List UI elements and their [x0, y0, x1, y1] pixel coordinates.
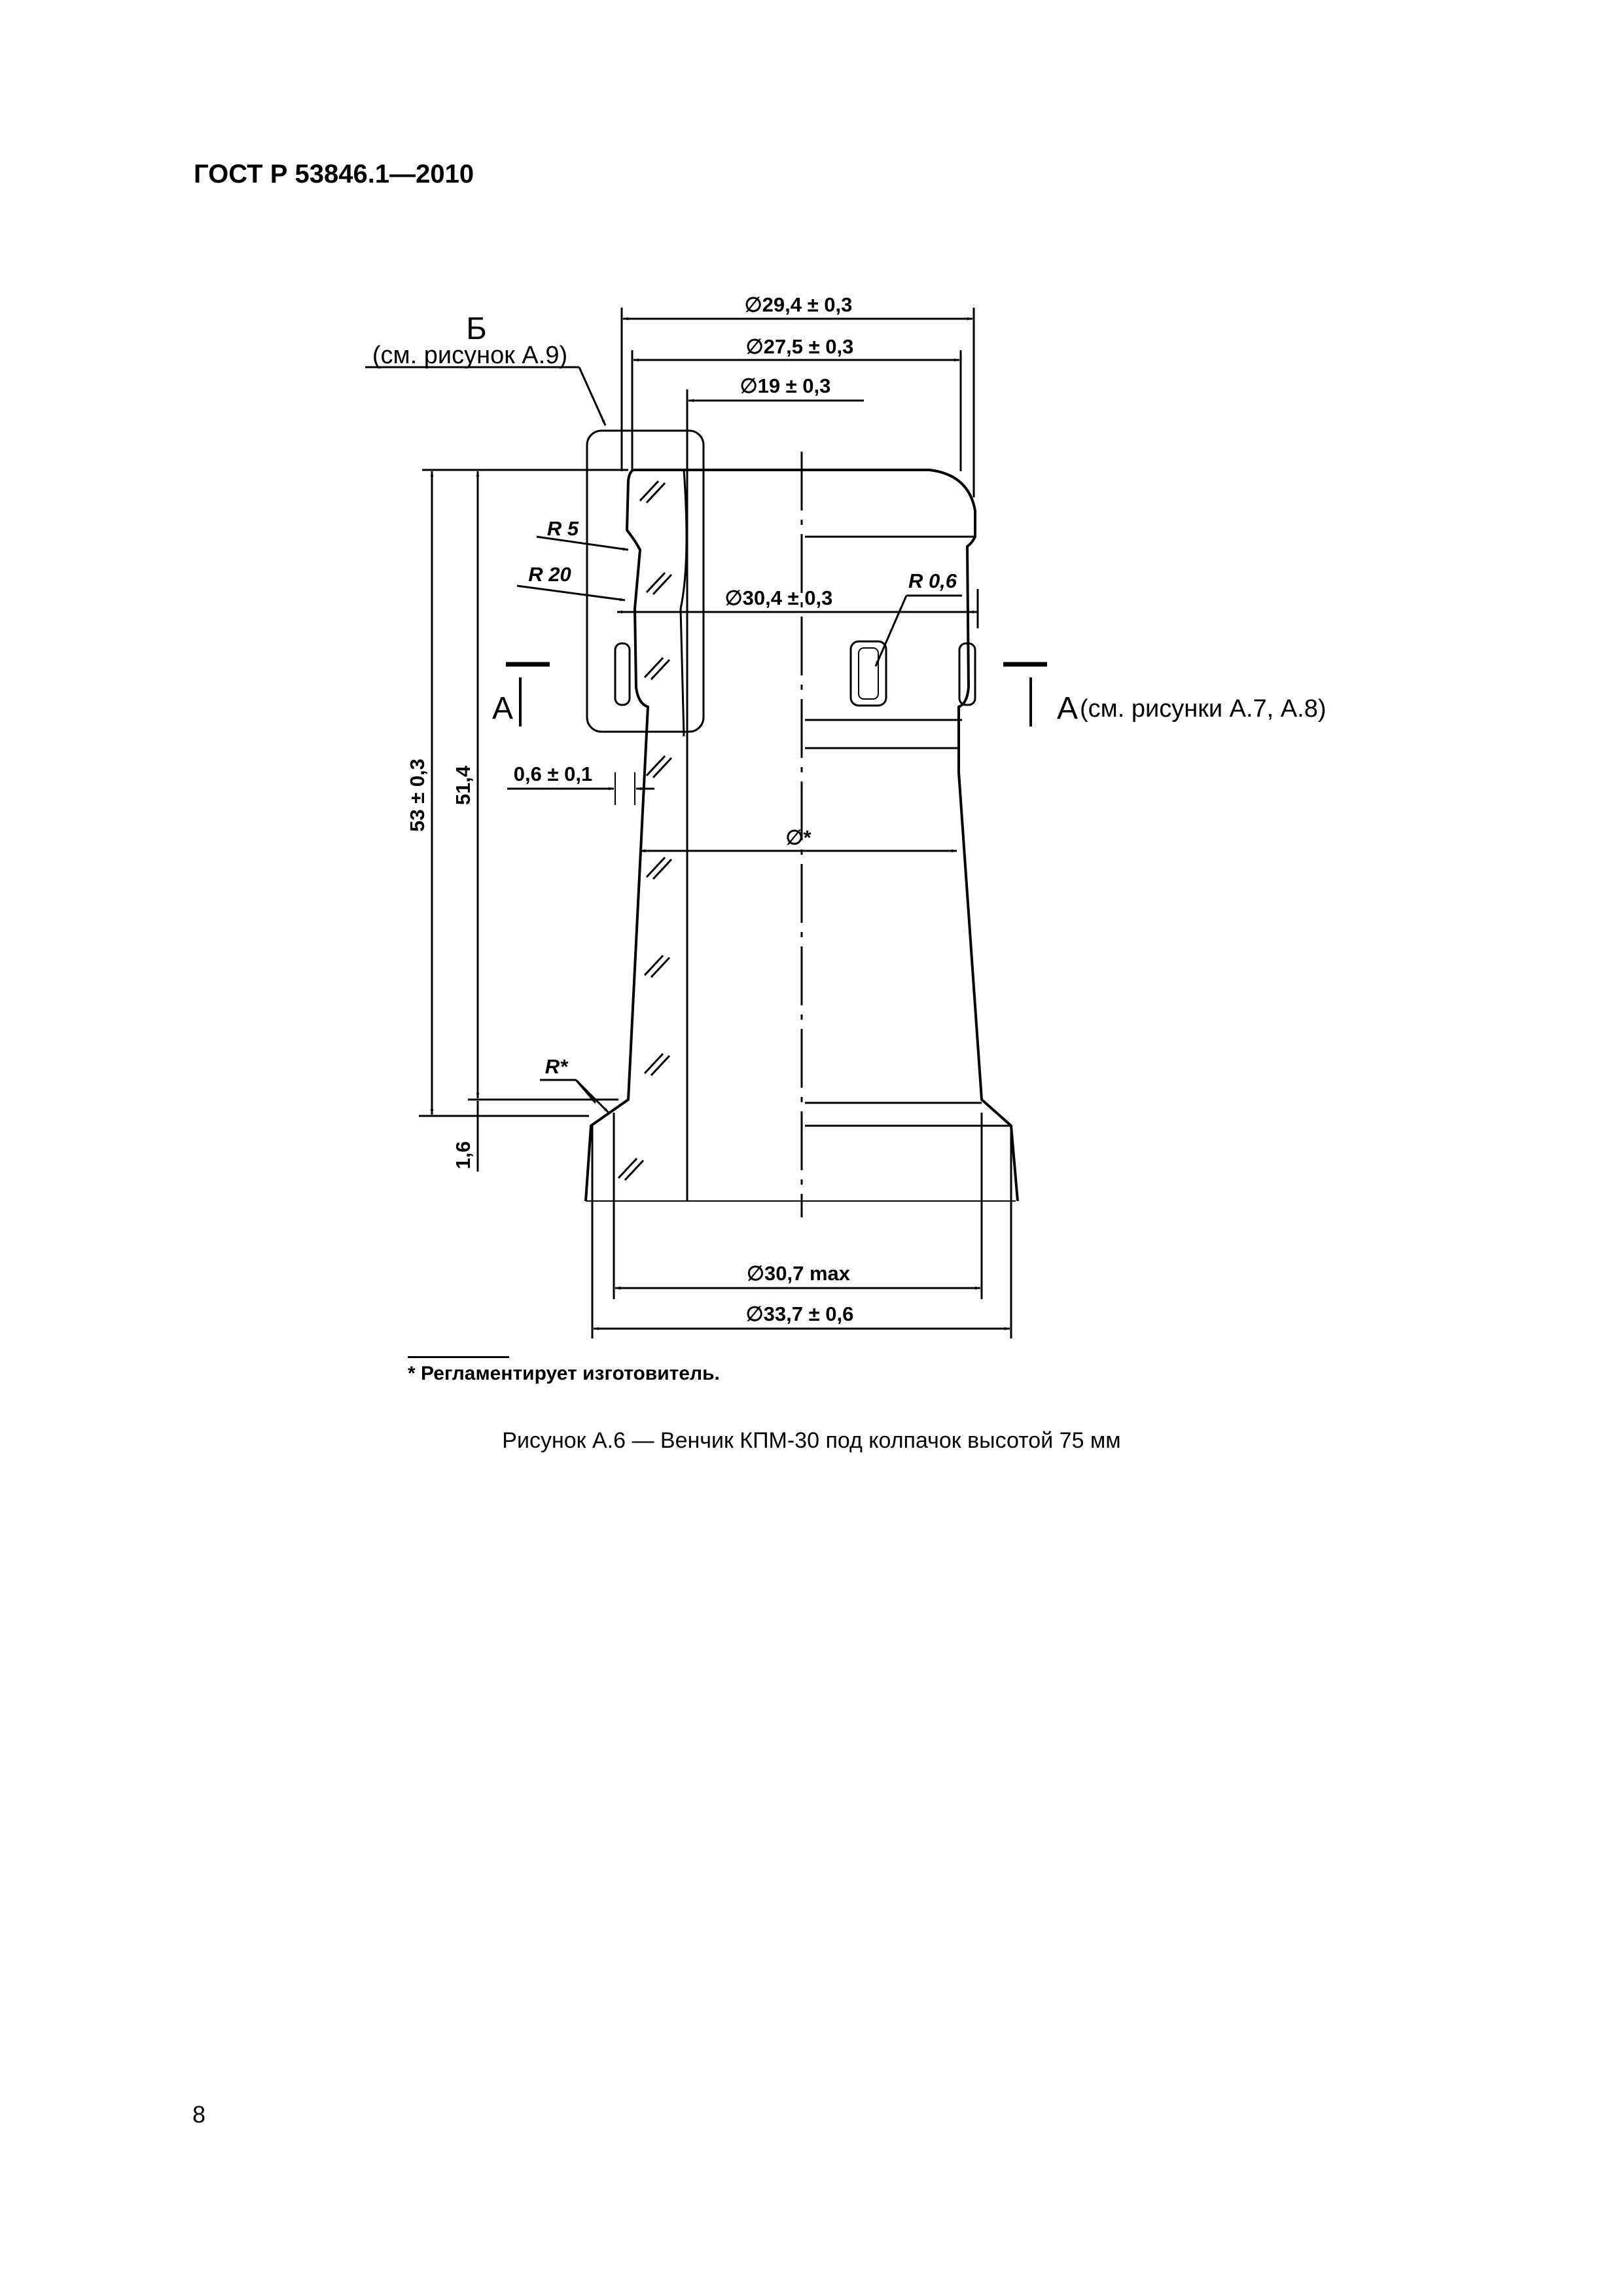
- height-dimensions: [419, 470, 628, 1172]
- figure-caption: Рисунок А.6 — Венчик КПМ-30 под колпачок высотой 75 мм: [502, 1428, 1121, 1453]
- dim-r-20: R 20: [528, 563, 571, 586]
- section-note: (см. рисунки А.7, А.8): [1080, 695, 1327, 723]
- dim-r-0-6: R 0,6: [908, 569, 957, 592]
- dim-h-51-4: 51,4: [452, 765, 474, 806]
- standard-header: ГОСТ Р 53846.1—2010: [194, 160, 474, 188]
- detail-frame-b: [587, 431, 704, 732]
- dim-d-29-4: ∅29,4 ± 0,3: [744, 293, 853, 316]
- dim-d-27-5: ∅27,5 ± 0,3: [745, 335, 854, 358]
- view-ref-note: (см. рисунок А.9): [372, 342, 568, 369]
- dim-t-0-6: 0,6 ± 0,1: [513, 762, 593, 785]
- dim-h-53: 53 ± 0,3: [406, 759, 429, 832]
- footnote-rule: [408, 1356, 509, 1358]
- dim-d-star: ∅*: [785, 826, 812, 849]
- page-number: 8: [192, 2101, 206, 2128]
- section-marker-right: [1003, 664, 1047, 726]
- thread-lug-left: [615, 643, 630, 705]
- outer-profile-left: [586, 470, 648, 1201]
- section-letter-right: А: [1057, 691, 1079, 726]
- outer-profile-right: [687, 470, 1018, 1201]
- dim-d-33-7: ∅33,7 ± 0,6: [745, 1302, 854, 1325]
- view-ref-label: Б: [466, 312, 487, 346]
- dim-d-30-7: ∅30,7 max: [747, 1262, 850, 1285]
- dim-d-30-4: ∅30,4 ± 0,3: [724, 586, 833, 609]
- dim-r-5: R 5: [546, 517, 579, 540]
- footnote: * Регламентирует изготовитель.: [408, 1363, 720, 1384]
- slot-window: [851, 641, 886, 706]
- section-letter-left: А: [491, 691, 514, 726]
- glass-hatching: [618, 481, 671, 1180]
- dim-d-19: ∅19 ± 0,3: [740, 374, 831, 397]
- dim-h-1-6: 1,6: [452, 1141, 474, 1170]
- dim-r-star: R*: [544, 1055, 568, 1078]
